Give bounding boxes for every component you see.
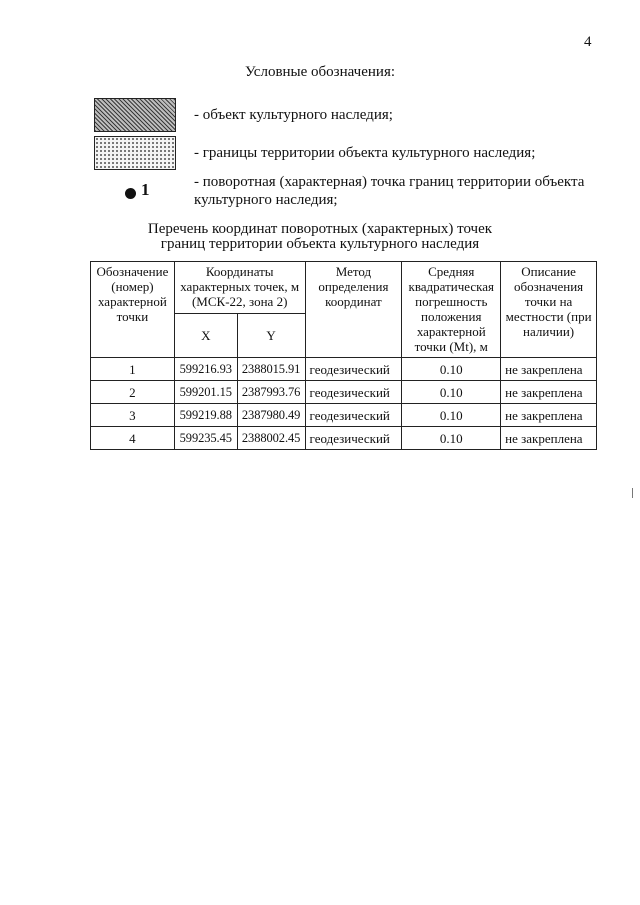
cell-error: 0.10 bbox=[402, 358, 501, 381]
cell-x: 599201.15 bbox=[174, 381, 237, 404]
cell-point: 3 bbox=[91, 404, 175, 427]
cell-description: не закреплена bbox=[501, 381, 597, 404]
cell-method: геодезический bbox=[305, 358, 402, 381]
table-row bbox=[91, 358, 597, 381]
header-y: Y bbox=[237, 314, 305, 358]
cell-x: 599235.45 bbox=[174, 427, 237, 450]
header-x: X bbox=[174, 314, 237, 358]
coordinates-list-title-line2: границ территории объекта культурного наследия bbox=[160, 236, 480, 252]
cell-point: 4 bbox=[91, 427, 175, 450]
cell-x: 599216.93 bbox=[174, 358, 237, 381]
header-point-number: Обозначение (номер) характерной точки bbox=[91, 262, 175, 358]
cell-description: не закреплена bbox=[501, 427, 597, 450]
cultural-heritage-object-swatch bbox=[94, 98, 176, 132]
cell-description: не закреплена bbox=[501, 358, 597, 381]
territory-boundary-swatch bbox=[94, 136, 176, 170]
header-error: Средняя квадратическая погрешность положения характерной точки (Mt), м bbox=[402, 262, 501, 358]
cell-error: 0.10 bbox=[402, 404, 501, 427]
point-marker-label: 1 bbox=[141, 180, 150, 199]
cell-error: 0.10 bbox=[402, 381, 501, 404]
table-row bbox=[91, 381, 597, 404]
cell-description: не закреплена bbox=[501, 404, 597, 427]
table-row bbox=[91, 427, 597, 450]
cell-y: 2388002.45 bbox=[237, 427, 305, 450]
table-header-row bbox=[91, 262, 597, 314]
cell-method: геодезический bbox=[305, 427, 402, 450]
cell-y: 2387980.49 bbox=[237, 404, 305, 427]
coordinates-table bbox=[90, 261, 597, 450]
legend-item-territory-boundary: - границы территории объекта культурного наследия; bbox=[194, 145, 536, 161]
legend-title: Условные обозначения: bbox=[244, 64, 396, 80]
cell-method: геодезический bbox=[305, 404, 402, 427]
table-row bbox=[91, 404, 597, 427]
point-marker-icon bbox=[125, 188, 136, 199]
legend-item-turning-point: - поворотная (характерная) точка границ территории объекта культурного наследия; bbox=[194, 174, 585, 208]
page-number: 4 bbox=[584, 34, 592, 50]
header-description: Описание обозначения точки на местности (при наличии) bbox=[501, 262, 597, 358]
cell-y: 2387993.76 bbox=[237, 381, 305, 404]
cell-method: геодезический bbox=[305, 381, 402, 404]
cell-error: 0.10 bbox=[402, 427, 501, 450]
coordinates-list-title-line1: Перечень координат поворотных (характерных) точек bbox=[147, 221, 493, 237]
coordinates-list-title bbox=[0, 222, 640, 252]
legend-item-heritage-object: - объект культурного наследия; bbox=[194, 107, 393, 123]
margin-mark bbox=[632, 488, 633, 498]
cell-point: 1 bbox=[91, 358, 175, 381]
cell-point: 2 bbox=[91, 381, 175, 404]
cell-y: 2388015.91 bbox=[237, 358, 305, 381]
cell-x: 599219.88 bbox=[174, 404, 237, 427]
header-coordinates: Координаты характерных точек, м (МСК-22, зона 2) bbox=[174, 262, 305, 314]
header-method: Метод определения координат bbox=[305, 262, 402, 358]
